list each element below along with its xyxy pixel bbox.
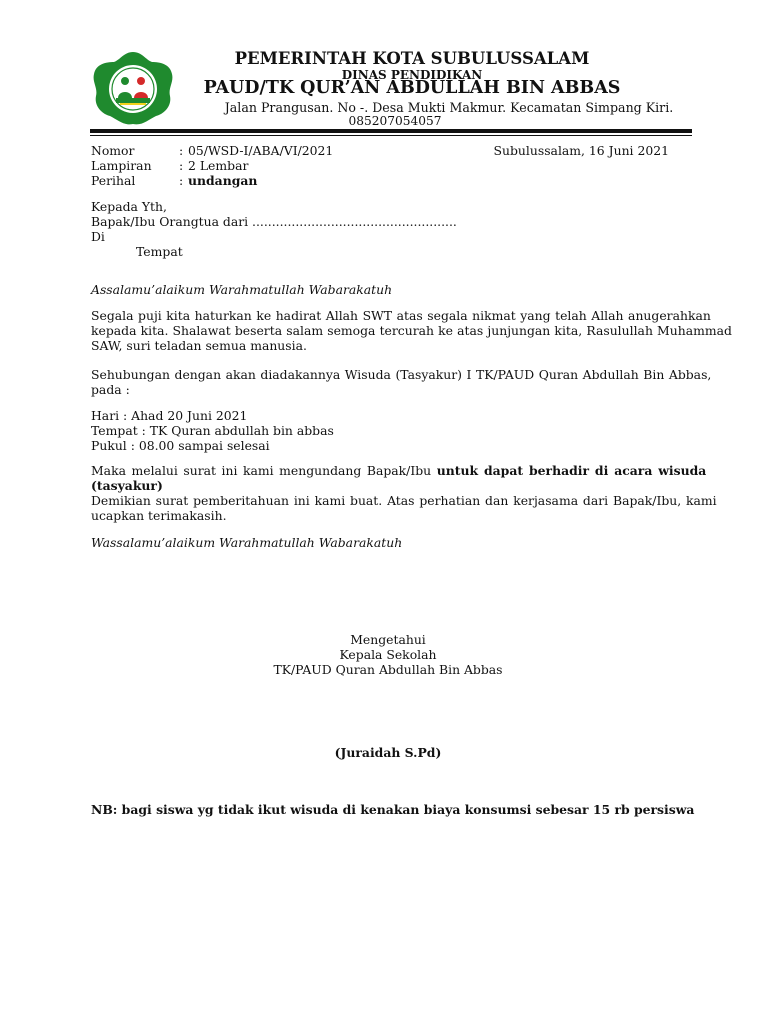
event-place: Tempat : TK Quran abdullah bin abbas xyxy=(91,423,334,438)
meta-label-perihal: Perihal xyxy=(91,173,136,188)
letterhead-divider-thin xyxy=(90,135,692,136)
paragraph-line: SAW, suri teladan semua manusia. xyxy=(91,338,307,353)
signature-block xyxy=(0,632,768,677)
signature-line: Kepala Sekolah xyxy=(339,647,437,662)
meta-colon: : xyxy=(179,143,184,158)
meta-row-nomor xyxy=(91,143,691,158)
paragraph-line: kepada kita. Shalawat beserta salam semoga tercurah ke atas junjungan kita, Rasulullah Muhammad xyxy=(91,323,732,338)
paragraph-opening xyxy=(91,308,732,353)
greeting: Assalamu’alaikum Warahmatullah Wabarakatuh xyxy=(91,282,393,297)
signature-line: Mengetahui xyxy=(350,632,426,647)
letter-date: Subulussalam, 16 Juni 2021 xyxy=(493,143,669,158)
footnote: NB: bagi siswa yg tidak ikut wisuda di kenakan biaya konsumsi sebesar 15 rb persiswa xyxy=(91,802,695,817)
meta-value-lampiran: 2 Lembar xyxy=(188,158,249,173)
closing-greeting: Wassalamu’alaikum Warahmatullah Wabarakatuh xyxy=(91,535,403,550)
meta-value-nomor: 05/WSD-I/ABA/VI/2021 xyxy=(188,143,334,158)
event-day: Hari : Ahad 20 Juni 2021 xyxy=(91,408,248,423)
meta-label-nomor: Nomor xyxy=(91,143,135,158)
invitation-emphasis: untuk dapat berhadir di acara wisuda xyxy=(436,463,707,478)
letterhead-school-name: PAUD/TK QUR’AN ABDULLAH BIN ABBAS xyxy=(203,78,621,98)
paragraph-invitation xyxy=(91,463,717,523)
letter-meta xyxy=(91,143,691,188)
paragraph-line: Sehubungan dengan akan diadakannya Wisuda (Tasyakur) I TK/PAUD Quran Abdullah Bin Abbas, xyxy=(91,367,712,382)
letterhead-phone: 085207054057 xyxy=(348,114,442,128)
recipient-line: Kepada Yth, xyxy=(91,199,167,214)
recipient-line: Di xyxy=(91,229,105,244)
signatory-name: (Juraidah S.Pd) xyxy=(334,745,442,760)
invitation-emphasis-cont: (tasyakur) xyxy=(91,478,163,493)
paragraph-event xyxy=(91,367,712,397)
letterhead-divider-thick xyxy=(90,129,692,133)
meta-colon: : xyxy=(179,173,184,188)
event-time: Pukul : 08.00 sampai selesai xyxy=(91,438,270,453)
meta-label-lampiran: Lampiran xyxy=(91,158,152,173)
invitation-text: Maka melalui surat ini kami mengundang Bapak/Ibu xyxy=(91,463,437,478)
event-details xyxy=(91,408,697,453)
recipient-block xyxy=(91,199,697,259)
paragraph-line: Segala puji kita haturkan ke hadirat Allah SWT atas segala nikmat yang telah Allah anugerahkan xyxy=(91,308,711,323)
recipient-line: Tempat xyxy=(136,244,183,259)
recipient-line: Bapak/Ibu Orangtua dari .................................................... xyxy=(91,214,457,229)
signature-line: TK/PAUD Quran Abdullah Bin Abbas xyxy=(273,662,503,677)
meta-value-perihal: undangan xyxy=(188,173,258,188)
paragraph-line: Demikian surat pemberitahuan ini kami buat. Atas perhatian dan kerjasama dari Bapak/Ibu, kami xyxy=(91,493,717,508)
meta-colon: : xyxy=(179,158,184,173)
letterhead-department: DINAS PENDIDIKAN xyxy=(341,68,483,82)
meta-row-perihal xyxy=(91,173,691,188)
letterhead-government: PEMERINTAH KOTA SUBULUSSALAM xyxy=(234,49,590,68)
paragraph-line: pada : xyxy=(91,382,130,397)
paragraph-line: ucapkan terimakasih. xyxy=(91,508,227,523)
letterhead-address: Jalan Prangusan. No -. Desa Mukti Makmur. Kecamatan Simpang Kiri. xyxy=(224,100,674,115)
meta-row-lampiran xyxy=(91,158,691,173)
paragraph-line xyxy=(91,463,707,478)
